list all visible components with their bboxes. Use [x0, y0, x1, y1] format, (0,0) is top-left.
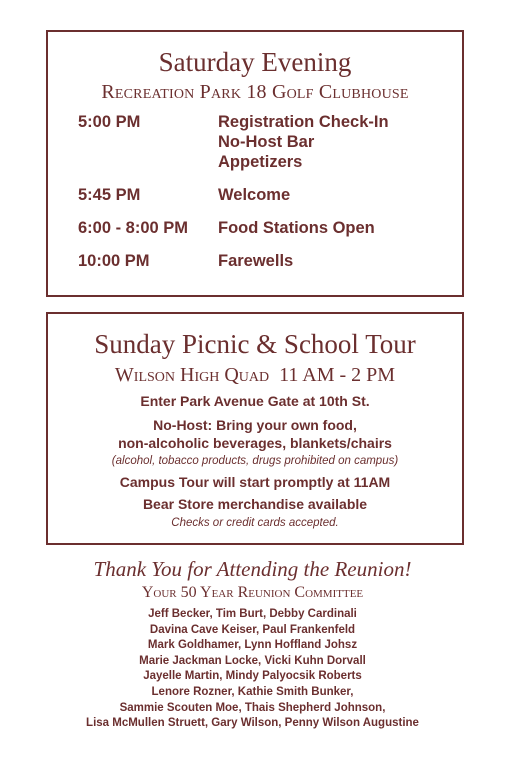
saturday-schedule — [48, 112, 462, 271]
committee-names-line: Sammie Scouten Moe, Thais Shepherd Johnson, — [119, 701, 386, 714]
nohost-line-1: No-Host: Bring your own food, — [153, 417, 357, 433]
schedule-time: 5:00 PM — [78, 113, 141, 131]
sunday-location: Wilson High Quad — [114, 364, 270, 386]
sunday-location-time — [48, 362, 462, 388]
sunday-time: 11 AM - 2 PM — [279, 364, 396, 386]
saturday-location: Recreation Park 18 Golf Clubhouse — [101, 81, 409, 103]
committee-names-line: Jayelle Martin, Mindy Palyocsik Roberts — [143, 670, 362, 683]
schedule-activity: Registration Check-In — [218, 113, 389, 131]
nohost-line-2: non-alcoholic beverages, blankets/chairs — [118, 435, 392, 451]
schedule-row — [48, 218, 462, 238]
committee-title: Your 50 Year Reunion Committee — [141, 584, 364, 601]
schedule-activity: Food Stations Open — [218, 219, 375, 237]
saturday-evening-section — [46, 30, 464, 297]
schedule-row — [48, 112, 462, 172]
bear-store-note: Bear Store merchandise available — [142, 496, 368, 512]
schedule-activities — [218, 251, 462, 271]
committee-names — [0, 607, 505, 732]
schedule-row — [48, 251, 462, 271]
thank-you-heading: Thank You for Attending the Reunion! — [93, 557, 412, 581]
committee-names-line: Jeff Becker, Tim Burt, Debby Cardinali — [148, 608, 357, 620]
committee-names-line: Marie Jackman Locke, Vicki Kuhn Dorvall — [139, 654, 366, 667]
campus-tour-note: Campus Tour will start promptly at 11AM — [119, 474, 391, 490]
committee-names-line: Davina Cave Keiser, Paul Frankenfeld — [149, 623, 356, 636]
committee-names-line: Lisa McMullen Struett, Gary Wilson, Penny Wilson Augustine — [86, 717, 419, 730]
schedule-activities — [218, 185, 462, 205]
sunday-title: Sunday Picnic & School Tour — [94, 329, 416, 359]
committee-names-line: Lenore Rozner, Kathie Smith Bunker, — [151, 685, 354, 698]
schedule-activity: Farewells — [218, 252, 294, 270]
schedule-time: 5:45 PM — [78, 186, 141, 204]
committee-names-line: Mark Goldhamer, Lynn Hoffland Johsz — [147, 639, 358, 652]
schedule-activity: Appetizers — [218, 153, 303, 171]
schedule-time: 10:00 PM — [78, 252, 150, 270]
schedule-row — [48, 185, 462, 205]
saturday-title: Saturday Evening — [158, 47, 352, 77]
schedule-activity: No-Host Bar — [218, 133, 315, 151]
schedule-time: 6:00 - 8:00 PM — [78, 219, 189, 237]
entry-instructions: Enter Park Avenue Gate at 10th St. — [140, 393, 370, 409]
schedule-activities — [218, 112, 462, 172]
schedule-activity: Welcome — [218, 186, 291, 204]
prohibited-note: (alcohol, tobacco products, drugs prohibited on campus) — [111, 455, 399, 467]
schedule-activities — [218, 218, 462, 238]
sunday-picnic-section — [46, 312, 464, 545]
payment-note: Checks or credit cards accepted. — [171, 517, 339, 529]
